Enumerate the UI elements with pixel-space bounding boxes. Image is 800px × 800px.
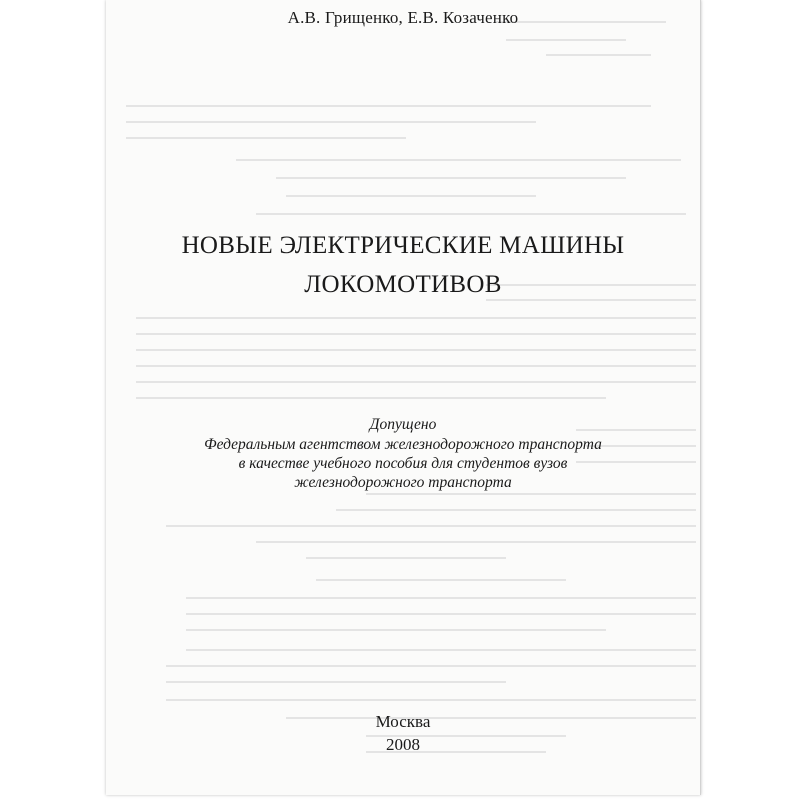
publication-city: Москва (375, 712, 431, 731)
title-page (106, 0, 701, 795)
book-title-line-1: НОВЫЕ ЭЛЕКТРИЧЕСКИЕ МАШИНЫ (181, 232, 625, 259)
book-title-line-2: ЛОКОМОТИВОВ (304, 271, 502, 298)
publication-year: 2008 (386, 735, 420, 754)
reverse-side-bleed-through (106, 0, 700, 795)
approval-line-2: Федеральным агентством железнодорожного транспорта (204, 436, 602, 453)
approval-line-3: в качестве учебного пособия для студентов вузов (238, 455, 568, 472)
authors: А.В. Грищенко, Е.В. Козаченко (287, 8, 519, 27)
approval-line-1: Допущено (369, 416, 437, 433)
approval-line-4: железнодорожного транспорта (294, 474, 512, 491)
